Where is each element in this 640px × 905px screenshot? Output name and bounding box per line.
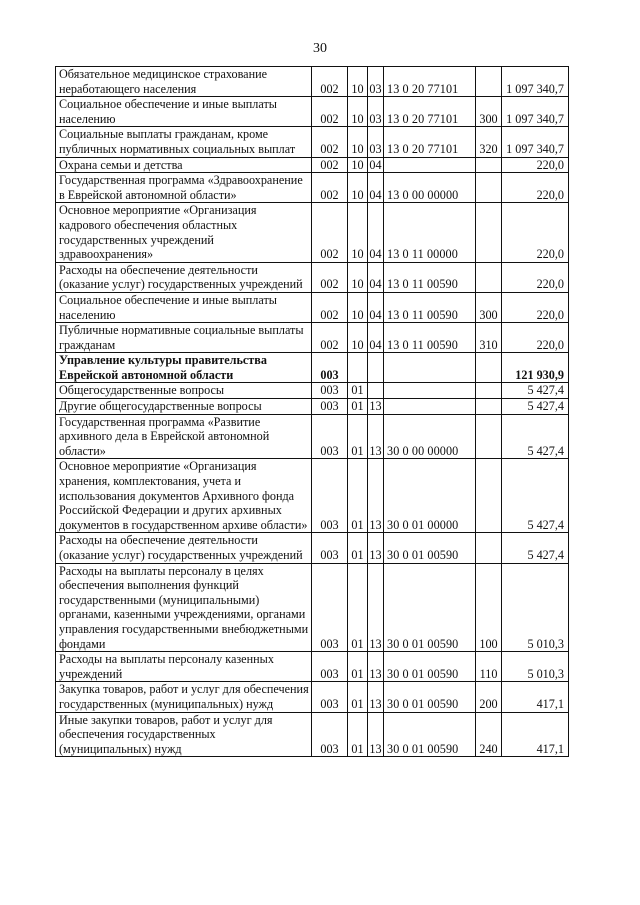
ministry-code-cell: 002 (312, 203, 348, 262)
target-article-cell (384, 383, 476, 399)
row-name-cell: Социальное обеспечение и иные выплаты населению (56, 292, 312, 322)
table-row (56, 399, 569, 415)
subsection-code-cell: 03 (368, 67, 384, 97)
budget-table (55, 66, 569, 757)
ministry-code-cell: 003 (312, 383, 348, 399)
amount-cell: 121 930,9 (502, 353, 569, 383)
subsection-code-cell: 13 (368, 682, 384, 712)
expense-type-cell (476, 262, 502, 292)
table-row (56, 157, 569, 173)
expense-type-cell (476, 67, 502, 97)
section-code-cell: 10 (348, 173, 368, 203)
expense-type-cell (476, 203, 502, 262)
ministry-code-cell: 002 (312, 262, 348, 292)
section-code-cell: 01 (348, 563, 368, 652)
budget-table-body (56, 67, 569, 757)
section-code-cell: 10 (348, 97, 368, 127)
amount-cell: 5 010,3 (502, 652, 569, 682)
section-code-cell: 01 (348, 399, 368, 415)
table-row (56, 383, 569, 399)
table-row (56, 262, 569, 292)
row-name-cell: Государственная программа «Здравоохранение в Еврейской автономной области» (56, 173, 312, 203)
section-code-cell: 10 (348, 262, 368, 292)
table-row (56, 533, 569, 563)
subsection-code-cell: 13 (368, 652, 384, 682)
ministry-code-cell: 003 (312, 563, 348, 652)
page-number: 30 (313, 41, 327, 56)
table-row (56, 67, 569, 97)
section-code-cell: 01 (348, 383, 368, 399)
amount-cell: 417,1 (502, 712, 569, 757)
table-row (56, 203, 569, 262)
row-name-cell: Публичные нормативные социальные выплаты гражданам (56, 323, 312, 353)
subsection-code-cell: 04 (368, 262, 384, 292)
target-article-cell: 13 0 00 00000 (384, 173, 476, 203)
target-article-cell: 13 0 20 77101 (384, 127, 476, 157)
subsection-code-cell (368, 383, 384, 399)
ministry-code-cell: 002 (312, 157, 348, 173)
target-article-cell: 30 0 01 00590 (384, 682, 476, 712)
subsection-code-cell: 13 (368, 563, 384, 652)
target-article-cell: 30 0 01 00590 (384, 563, 476, 652)
expense-type-cell: 240 (476, 712, 502, 757)
amount-cell: 220,0 (502, 173, 569, 203)
table-row (56, 127, 569, 157)
ministry-code-cell: 003 (312, 712, 348, 757)
expense-type-cell: 320 (476, 127, 502, 157)
section-code-cell: 01 (348, 712, 368, 757)
amount-cell: 220,0 (502, 292, 569, 322)
section-code-cell: 10 (348, 157, 368, 173)
expense-type-cell: 300 (476, 292, 502, 322)
row-name-cell: Основное мероприятие «Организация кадрового обеспечения областных государственных учреждений здравоохранения» (56, 203, 312, 262)
amount-cell: 220,0 (502, 203, 569, 262)
section-code-cell: 01 (348, 533, 368, 563)
row-name-cell: Расходы на выплаты персоналу казенных учреждений (56, 652, 312, 682)
target-article-cell: 13 0 11 00590 (384, 292, 476, 322)
expense-type-cell: 100 (476, 563, 502, 652)
ministry-code-cell: 003 (312, 353, 348, 383)
subsection-code-cell: 13 (368, 414, 384, 459)
target-article-cell: 13 0 11 00000 (384, 203, 476, 262)
target-article-cell: 30 0 00 00000 (384, 414, 476, 459)
row-name-cell: Обязательное медицинское страхование неработающего населения (56, 67, 312, 97)
row-name-cell: Управление культуры правительства Еврейской автономной области (56, 353, 312, 383)
ministry-code-cell: 003 (312, 533, 348, 563)
amount-cell: 5 427,4 (502, 459, 569, 533)
ministry-code-cell: 002 (312, 323, 348, 353)
target-article-cell: 13 0 11 00590 (384, 323, 476, 353)
subsection-code-cell: 03 (368, 97, 384, 127)
subsection-code-cell: 04 (368, 292, 384, 322)
amount-cell: 1 097 340,7 (502, 67, 569, 97)
amount-cell: 220,0 (502, 323, 569, 353)
table-row (56, 712, 569, 757)
section-code-cell: 01 (348, 459, 368, 533)
subsection-code-cell: 04 (368, 323, 384, 353)
expense-type-cell: 200 (476, 682, 502, 712)
row-name-cell: Охрана семьи и детства (56, 157, 312, 173)
expense-type-cell (476, 414, 502, 459)
row-name-cell: Основное мероприятие «Организация хранения, комплектования, учета и использования документов Архивного фонда Российской Федерации и других архивных документов в государственном архиве области» (56, 459, 312, 533)
expense-type-cell (476, 533, 502, 563)
section-code-cell: 10 (348, 127, 368, 157)
section-code-cell (348, 353, 368, 383)
target-article-cell (384, 157, 476, 173)
ministry-code-cell: 002 (312, 97, 348, 127)
section-code-cell: 10 (348, 292, 368, 322)
subsection-code-cell: 04 (369, 157, 382, 172)
section-code-cell: 10 (348, 323, 368, 353)
expense-type-cell: 300 (476, 97, 502, 127)
row-name-cell: Социальные выплаты гражданам, кроме публичных нормативных социальных выплат (56, 127, 312, 157)
section-code-cell: 01 (348, 652, 368, 682)
table-row (56, 353, 569, 383)
amount-cell: 5 427,4 (502, 414, 569, 459)
row-name-cell: Иные закупки товаров, работ и услуг для обеспечения государственных (муниципальных) нужд (56, 712, 312, 757)
target-article-cell: 30 0 01 00000 (384, 459, 476, 533)
expense-type-cell (476, 353, 502, 383)
amount-cell: 220,0 (502, 262, 569, 292)
row-name-cell: Закупка товаров, работ и услуг для обеспечения государственных (муниципальных) нужд (56, 682, 312, 712)
table-row (56, 652, 569, 682)
subsection-code-cell: 13 (368, 459, 384, 533)
section-code-cell: 10 (348, 67, 368, 97)
subsection-code-cell: 04 (368, 203, 384, 262)
table-row (56, 292, 569, 322)
row-name-cell: Другие общегосударственные вопросы (56, 399, 312, 415)
amount-cell: 5 427,4 (502, 399, 569, 415)
ministry-code-cell: 002 (312, 67, 348, 97)
row-name-cell: Государственная программа «Развитие архивного дела в Еврейской автономной области» (56, 414, 312, 459)
amount-cell: 220,0 (502, 157, 569, 173)
expense-type-cell (476, 459, 502, 533)
section-code-cell: 10 (348, 203, 368, 262)
ministry-code-cell: 002 (312, 173, 348, 203)
subsection-code-cell: 13 (368, 533, 384, 563)
target-article-cell: 13 0 20 77101 (384, 67, 476, 97)
section-code-cell: 01 (348, 682, 368, 712)
amount-cell: 1 097 340,7 (502, 97, 569, 127)
target-article-cell (384, 353, 476, 383)
table-row (56, 323, 569, 353)
row-name-cell: Расходы на выплаты персоналу в целях обеспечения выполнения функций государственными (муниципальными) органами, казенными учреждениями, органами управления государственными внебюджетными фондами (56, 563, 312, 652)
row-name-cell: Общегосударственные вопросы (56, 383, 312, 399)
target-article-cell: 30 0 01 00590 (384, 652, 476, 682)
expense-type-cell (476, 157, 502, 173)
row-name-cell: Расходы на обеспечение деятельности (оказание услуг) государственных учреждений (56, 533, 312, 563)
amount-cell: 5 427,4 (502, 533, 569, 563)
ministry-code-cell: 002 (312, 127, 348, 157)
ministry-code-cell: 003 (312, 414, 348, 459)
amount-cell: 417,1 (502, 682, 569, 712)
table-row (56, 97, 569, 127)
target-article-cell: 30 0 01 00590 (384, 533, 476, 563)
subsection-code-cell: 13 (368, 712, 384, 757)
target-article-cell (384, 399, 476, 415)
expense-type-cell: 110 (476, 652, 502, 682)
expense-type-cell: 310 (476, 323, 502, 353)
row-name-cell: Социальное обеспечение и иные выплаты населению (56, 97, 312, 127)
row-name-cell: Расходы на обеспечение деятельности (оказание услуг) государственных учреждений (56, 262, 312, 292)
table-row (56, 563, 569, 652)
target-article-cell: 13 0 11 00590 (384, 262, 476, 292)
expense-type-cell (476, 173, 502, 203)
subsection-code-cell: 04 (368, 173, 384, 203)
section-code-cell: 01 (348, 414, 368, 459)
ministry-code-cell: 003 (312, 682, 348, 712)
ministry-code-cell: 003 (312, 399, 348, 415)
subsection-code-cell: 13 (369, 399, 382, 414)
amount-cell: 5 427,4 (502, 383, 569, 399)
target-article-cell: 30 0 01 00590 (384, 712, 476, 757)
expense-type-cell (476, 399, 502, 415)
amount-cell: 5 010,3 (502, 563, 569, 652)
expense-type-cell (476, 383, 502, 399)
ministry-code-cell: 003 (312, 652, 348, 682)
amount-cell: 1 097 340,7 (502, 127, 569, 157)
ministry-code-cell: 002 (312, 292, 348, 322)
ministry-code-cell: 003 (312, 459, 348, 533)
table-row (56, 459, 569, 533)
target-article-cell: 13 0 20 77101 (384, 97, 476, 127)
table-row (56, 414, 569, 459)
subsection-code-cell: 03 (368, 127, 384, 157)
table-row (56, 682, 569, 712)
table-row (56, 173, 569, 203)
subsection-code-cell (368, 353, 384, 383)
